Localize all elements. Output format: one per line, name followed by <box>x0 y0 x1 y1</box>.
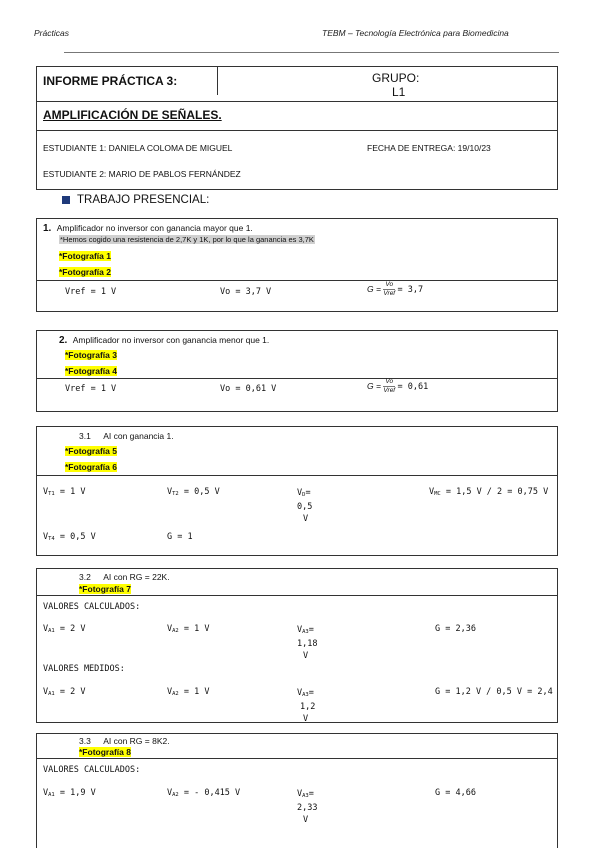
photo-3: *Fotografía 3 <box>65 350 117 360</box>
gain-denominator: Vref <box>383 387 396 394</box>
section-1-title: Amplificador no inversor con ganancia mayor que 1. <box>56 223 253 233</box>
meas-va2: VA2 = 1 V <box>167 687 210 697</box>
section-3-2-heading <box>79 572 170 582</box>
row-divider <box>37 595 557 596</box>
meas-va1: VA1 = 2 V <box>43 687 86 697</box>
row-divider <box>37 475 557 476</box>
gain-fraction <box>383 281 395 298</box>
meas-gain: G = 1,2 V / 0,5 V = 2,4 <box>435 687 553 697</box>
gain-formula <box>367 378 428 395</box>
gain-formula <box>367 281 423 298</box>
student-1: ESTUDIANTE 1: DANIELA COLOMA DE MIGUEL <box>43 143 233 153</box>
calc-va3: VA3= 2,33 V <box>297 789 318 825</box>
section-3-2-title: AI con RG = 22K. <box>103 572 170 582</box>
vt2-value: VT2 = 0,5 V <box>167 487 220 497</box>
section-3-2-number: 3.2 <box>79 572 91 582</box>
vd-value: VD= 0,5 V <box>297 488 313 524</box>
section-1-number: 1. <box>43 223 52 234</box>
photo-8: *Fotografía 8 <box>79 747 131 757</box>
gain-numerator: Vo <box>383 281 395 290</box>
vo-value: Vo = 3,7 V <box>220 287 272 297</box>
vt4-value: VT4 = 0,5 V <box>43 532 96 542</box>
page-header-left: Prácticas <box>34 28 69 38</box>
row-divider <box>37 130 557 131</box>
vref-value: Vref = 1 V <box>65 287 117 297</box>
section-1-note: *Hemos cogido una resistencia de 2,7K y 1K, por lo que la ganancia es 3,7K <box>60 235 314 244</box>
informe-title: INFORME PRÁCTICA 3: <box>43 74 178 88</box>
title-divider <box>217 67 218 95</box>
section-3-1-title: AI con ganancia 1. <box>103 431 174 441</box>
group-value: L1 <box>392 85 406 99</box>
gain-numerator: Vo <box>383 378 395 387</box>
photo-4: *Fotografía 4 <box>65 366 117 376</box>
student-2: ESTUDIANTE 2: MARIO DE PABLOS FERNÁNDEZ <box>43 169 241 179</box>
section-3-1-box <box>36 426 558 556</box>
section-title: TRABAJO PRESENCIAL: <box>77 194 210 206</box>
section-2-number: 2. <box>59 335 68 346</box>
row-divider <box>37 758 557 759</box>
section-3-3-box <box>36 733 558 848</box>
calc-va1: VA1 = 2 V <box>43 624 86 634</box>
section-1-heading <box>43 223 253 234</box>
calc-label: VALORES CALCULADOS: <box>43 765 141 775</box>
calc-gain: G = 4,66 <box>435 788 476 798</box>
group-label: GRUPO: <box>372 71 420 85</box>
gain-value: = 0,61 <box>397 381 429 392</box>
photo-2: *Fotografía 2 <box>59 267 111 277</box>
gain-label: G = <box>367 283 381 294</box>
row-divider <box>37 280 557 281</box>
gain-value: = 3,7 <box>397 284 424 295</box>
vt1-value: VT1 = 1 V <box>43 487 86 497</box>
vo-value: Vo = 0,61 V <box>220 384 277 394</box>
calc-va3: VA3= 1,18 V <box>297 625 318 661</box>
calc-va1: VA1 = 1,9 V <box>43 788 96 798</box>
calc-va2: VA2 = 1 V <box>167 624 210 634</box>
gain-denominator: Vref <box>383 290 396 297</box>
section-3-3-heading <box>79 736 170 746</box>
row-divider <box>37 101 557 102</box>
calc-va2: VA2 = - 0,415 V <box>167 788 241 798</box>
photo-7: *Fotografía 7 <box>79 584 131 594</box>
row-divider <box>37 378 557 379</box>
section-3-1-number: 3.1 <box>79 431 91 441</box>
header-divider <box>64 52 559 53</box>
gain-label: G = <box>367 380 381 391</box>
vref-value: Vref = 1 V <box>65 384 117 394</box>
delivery-date: FECHA DE ENTREGA: 19/10/23 <box>367 143 491 153</box>
photo-5: *Fotografía 5 <box>65 446 117 456</box>
section-3-3-number: 3.3 <box>79 736 91 746</box>
section-3-2-box <box>36 568 558 723</box>
meas-va3: VA3= 1,2 V <box>297 688 316 724</box>
section-1-box <box>36 218 558 312</box>
section-3-1-heading <box>79 431 174 441</box>
gain-fraction <box>383 378 395 395</box>
calc-label: VALORES CALCULADOS: <box>43 602 141 612</box>
vmc-value: VMC = 1,5 V / 2 = 0,75 V <box>429 487 549 497</box>
section-2-title: Amplificador no inversor con ganancia menor que 1. <box>72 335 270 345</box>
section-2-box <box>36 330 558 412</box>
photo-1: *Fotografía 1 <box>59 251 111 261</box>
gain-value: G = 1 <box>167 532 193 542</box>
calc-gain: G = 2,36 <box>435 624 476 634</box>
meas-label: VALORES MEDIDOS: <box>43 664 125 674</box>
section-3-3-title: AI con RG = 8K2. <box>103 736 170 746</box>
page-header-right: TEBM – Tecnología Electrónica para Biomedicina <box>322 28 509 38</box>
informe-subtitle: AMPLIFICACIÓN DE SEÑALES. <box>43 108 222 122</box>
informe-box <box>36 66 558 190</box>
photo-6: *Fotografía 6 <box>65 462 117 472</box>
section-2-heading <box>59 335 269 346</box>
section-bullet-icon <box>62 196 70 204</box>
